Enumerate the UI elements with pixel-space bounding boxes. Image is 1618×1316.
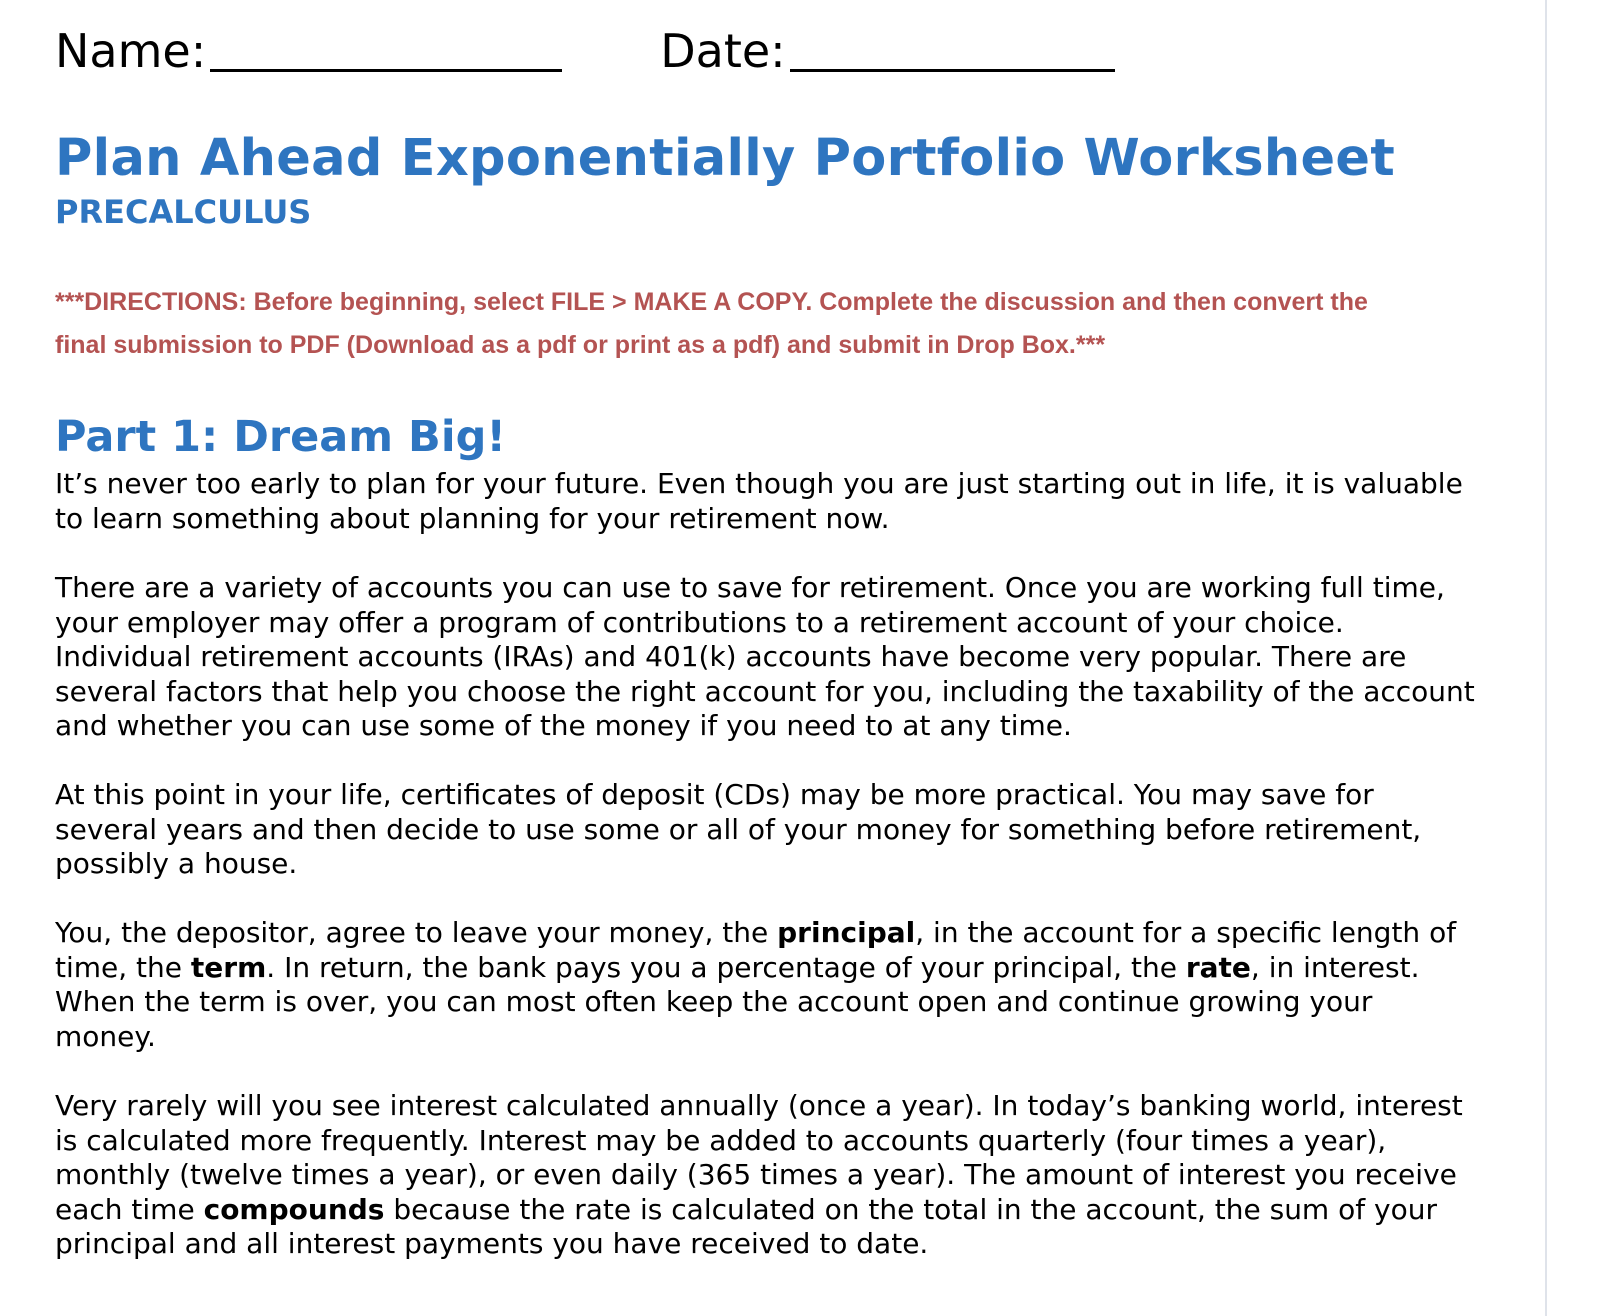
p4-text-1: You, the depositor, agree to leave your money, the [55, 916, 778, 949]
directions-text: ***DIRECTIONS: Before beginning, select FILE > MAKE A COPY. Complete the discussion and then convert the final submission to PDF (Download as a pdf or print as a pdf) and submit in Drop Box.*** [55, 288, 1368, 359]
date-field [660, 24, 1114, 78]
name-blank-line[interactable] [210, 68, 562, 72]
p5-text-1: Very rarely will you see interest calculated annually (once a year). In today’s banking world, interest is calculated more frequently. Interest may be added to accounts quarterly (four times a year), monthly (twelve times a year), or even daily (365 times a year). The amount of interest you receive each time [55, 1089, 1463, 1226]
p4-text-2: , in the account for a specific length of time, the [55, 916, 1457, 984]
course-subtitle: PRECALCULUS [55, 193, 312, 231]
date-blank-line[interactable] [790, 68, 1115, 72]
term-compounds: compounds [203, 1192, 385, 1226]
name-label: Name: [55, 24, 207, 78]
term-rate: rate [1185, 950, 1251, 984]
worksheet-title: Plan Ahead Exponentially Portfolio Worksheet [55, 129, 1395, 188]
p4-text-4: , in interest. When the term is over, you can most often keep the account open and continue growing your money. [55, 950, 1420, 1053]
name-field [55, 24, 562, 78]
paragraph-principal [55, 916, 1475, 1054]
viewer-margin [1547, 0, 1618, 1316]
part1-heading: Part 1: Dream Big! [55, 412, 506, 462]
date-label: Date: [660, 24, 786, 78]
p5-text-2: because the rate is calculated on the total in the account, the sum of your principal and all interest payments you have received to date. [55, 1192, 1437, 1261]
name-date-header [55, 14, 1115, 78]
paragraph-compounding [55, 1089, 1475, 1262]
term-term: term [190, 950, 267, 984]
term-principal: principal [777, 916, 916, 949]
p4-text-3: . In return, the bank pays you a percentage of your principal, the [266, 950, 1186, 984]
paragraph-cds: At this point in your life, certificates of deposit (CDs) may be more practical. You may save for several years and then decide to use some or all of your money for something before retirement, possibly a house. [55, 778, 1422, 881]
paragraph-accounts: There are a variety of accounts you can use to save for retirement. Once you are working full time, your employer may offer a program of contributions to a retirement account of your choice. Individual retirement accounts (IRAs) and 401(k) accounts have become very popular. There are several factors that help you choose the right account for you, including the taxability of the account and whether you can use some of the money if you need to at any time. [55, 571, 1475, 743]
paragraph-intro: It’s never too early to plan for your future. Even though you are just starting out in life, it is valuable to learn something about planning for your retirement now. [55, 467, 1463, 535]
